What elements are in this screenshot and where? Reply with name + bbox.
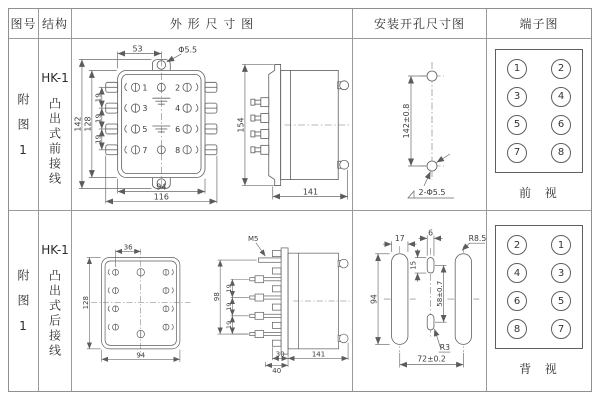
terminal-3: 3 xyxy=(142,103,148,113)
row2-figure-no: 附图1 xyxy=(16,269,30,346)
row2-outline-cell xyxy=(72,211,353,391)
dim-40-label: 40 xyxy=(271,367,281,376)
dim-141-label-r2: 141 xyxy=(311,350,325,359)
dims-rear-side xyxy=(212,235,347,375)
row2-mounting-drawing xyxy=(353,212,486,390)
pin-6r: 6 xyxy=(507,291,527,311)
dim-142-label: 142 xyxy=(73,115,83,132)
pin-5r: 5 xyxy=(551,291,571,311)
pin-1r: 1 xyxy=(551,235,571,255)
pin-7r: 7 xyxy=(551,319,571,339)
row1-structure-cell xyxy=(39,39,72,211)
dim-98-label: 98 xyxy=(212,292,221,302)
relay-body-rear xyxy=(91,249,190,356)
terminal-5: 5 xyxy=(142,124,148,134)
header-mounting-dims-label: 安装开孔尺寸图 xyxy=(373,17,465,31)
pin-2r: 2 xyxy=(507,235,527,255)
row2-rear-view-drawing xyxy=(72,221,196,381)
terminal-2: 2 xyxy=(175,82,181,92)
row1-outline-cell xyxy=(72,39,353,211)
dim-142-08-label: 142±0.8 xyxy=(401,103,411,138)
m5-stud xyxy=(258,258,281,262)
relay-body-side xyxy=(269,64,350,185)
pin-2: 2 xyxy=(551,59,571,79)
row1-mounting-cell xyxy=(353,39,487,211)
dim-15-label: 15 xyxy=(408,260,418,270)
row2-view-caption: 背 视 xyxy=(519,362,559,376)
row2-structure-label: 凸出式后接线 xyxy=(47,269,62,359)
dim-6-label: 6 xyxy=(428,228,434,238)
row2-model-label: HK-1 xyxy=(41,243,69,257)
terminal-8: 8 xyxy=(175,145,181,155)
header-figure-no-label: 图号 xyxy=(10,17,37,31)
header-terminal-diagram-label: 端子图 xyxy=(519,17,559,31)
spec-sheet-table xyxy=(8,8,592,392)
pin-4: 4 xyxy=(551,87,571,107)
terminal-1: 1 xyxy=(142,82,148,92)
fixing-screw-top-r2 xyxy=(339,259,348,268)
row2-terminal-cell xyxy=(487,211,591,391)
dim-pitch3-r2: 19 xyxy=(225,320,233,329)
pin-7: 7 xyxy=(507,143,527,163)
pin-1: 1 xyxy=(507,59,527,79)
dim-141-label: 141 xyxy=(302,186,318,196)
row2-terminal-box xyxy=(495,225,583,349)
mounting-slots-rear xyxy=(384,246,479,352)
fixing-screw-top xyxy=(340,80,349,89)
dim-pitch2-label: 19 xyxy=(93,113,103,123)
row2-figure-cell xyxy=(9,211,39,391)
slot-left xyxy=(392,254,408,345)
row1-mounting-drawing xyxy=(366,40,474,210)
header-mounting-dims xyxy=(353,9,487,39)
header-terminal-diagram xyxy=(487,9,591,39)
thread-m5-label: M5 xyxy=(247,234,259,243)
mount-hole-top xyxy=(427,71,437,81)
dim-pitch1-r2: 19 xyxy=(225,284,233,293)
row1-figure-cell xyxy=(9,39,39,211)
fixing-screw-bottom-r2 xyxy=(339,334,348,343)
row1-figure-no: 附图1 xyxy=(16,92,30,170)
dim-30-label: 30 xyxy=(275,350,285,359)
dim-58-07-label: 58±0.7 xyxy=(435,280,445,307)
holes-callout-label: 2-Φ5.5 xyxy=(418,187,445,197)
terminal-studs-rear-side xyxy=(249,258,280,338)
header-outline-dims xyxy=(72,9,353,39)
relay-body-front xyxy=(118,59,205,188)
dim-36-label: 36 xyxy=(123,243,133,252)
fixing-screw-bottom xyxy=(340,160,349,169)
row1-view-caption: 前 视 xyxy=(519,185,559,200)
radius-r85-label: R8.5 xyxy=(468,234,486,244)
row2-structure-cell xyxy=(39,211,72,391)
terminal-studs-side xyxy=(251,97,269,154)
pin-8r: 8 xyxy=(507,319,527,339)
dim-94-label: 94 xyxy=(156,182,167,192)
pin-4r: 4 xyxy=(507,263,527,283)
slot-right xyxy=(455,254,471,345)
dim-128-label-r2: 128 xyxy=(82,296,91,310)
header-structure-label: 结构 xyxy=(41,17,68,31)
dim-72-02-label: 72±0.2 xyxy=(417,354,446,364)
dims-mounting-r1 xyxy=(402,76,454,198)
pin-3: 3 xyxy=(507,87,527,107)
pin-8: 8 xyxy=(551,143,571,163)
pin-6: 6 xyxy=(551,115,571,135)
row2-side-view-drawing xyxy=(208,216,352,386)
slot-center-top xyxy=(427,258,434,273)
dim-116-label: 116 xyxy=(153,191,169,201)
slot-center-bottom xyxy=(427,314,434,329)
terminal-4: 4 xyxy=(175,103,181,113)
dim-pitch1-label: 19 xyxy=(93,92,103,102)
row1-side-view-drawing xyxy=(235,40,352,210)
radius-r3-label: R3 xyxy=(439,343,451,353)
row2-mounting-cell xyxy=(353,211,487,391)
header-structure xyxy=(39,9,72,39)
dim-53-label: 53 xyxy=(132,44,143,54)
row1-front-view-drawing xyxy=(72,40,223,210)
dim-154-label: 154 xyxy=(236,116,246,133)
row1-model-label: HK-1 xyxy=(41,71,69,85)
terminal-6: 6 xyxy=(175,124,181,134)
mounting-holes-front xyxy=(420,62,444,180)
relay-body-rear-side xyxy=(281,248,350,354)
header-outline-dims-label: 外 形 尺 寸 图 xyxy=(169,17,255,31)
dim-pitch2-r2: 19 xyxy=(225,302,233,311)
pin-5: 5 xyxy=(507,115,527,135)
dim-pitch3-label: 19 xyxy=(93,134,103,144)
pin-3r: 3 xyxy=(551,263,571,283)
mount-hole-bottom xyxy=(427,161,437,171)
row1-terminal-cell xyxy=(487,39,591,211)
row1-structure-label: 凸出式前接线 xyxy=(47,97,62,187)
dim-94-slot-label: 94 xyxy=(369,294,379,304)
dim-17-label: 17 xyxy=(394,234,405,244)
row1-terminal-box xyxy=(495,49,583,173)
terminal-7: 7 xyxy=(142,145,148,155)
header-figure-no xyxy=(9,9,39,39)
dim-hole-label: Φ5.5 xyxy=(178,45,198,55)
dim-94-label-r2: 94 xyxy=(136,351,146,360)
dim-128-label: 128 xyxy=(83,115,93,132)
